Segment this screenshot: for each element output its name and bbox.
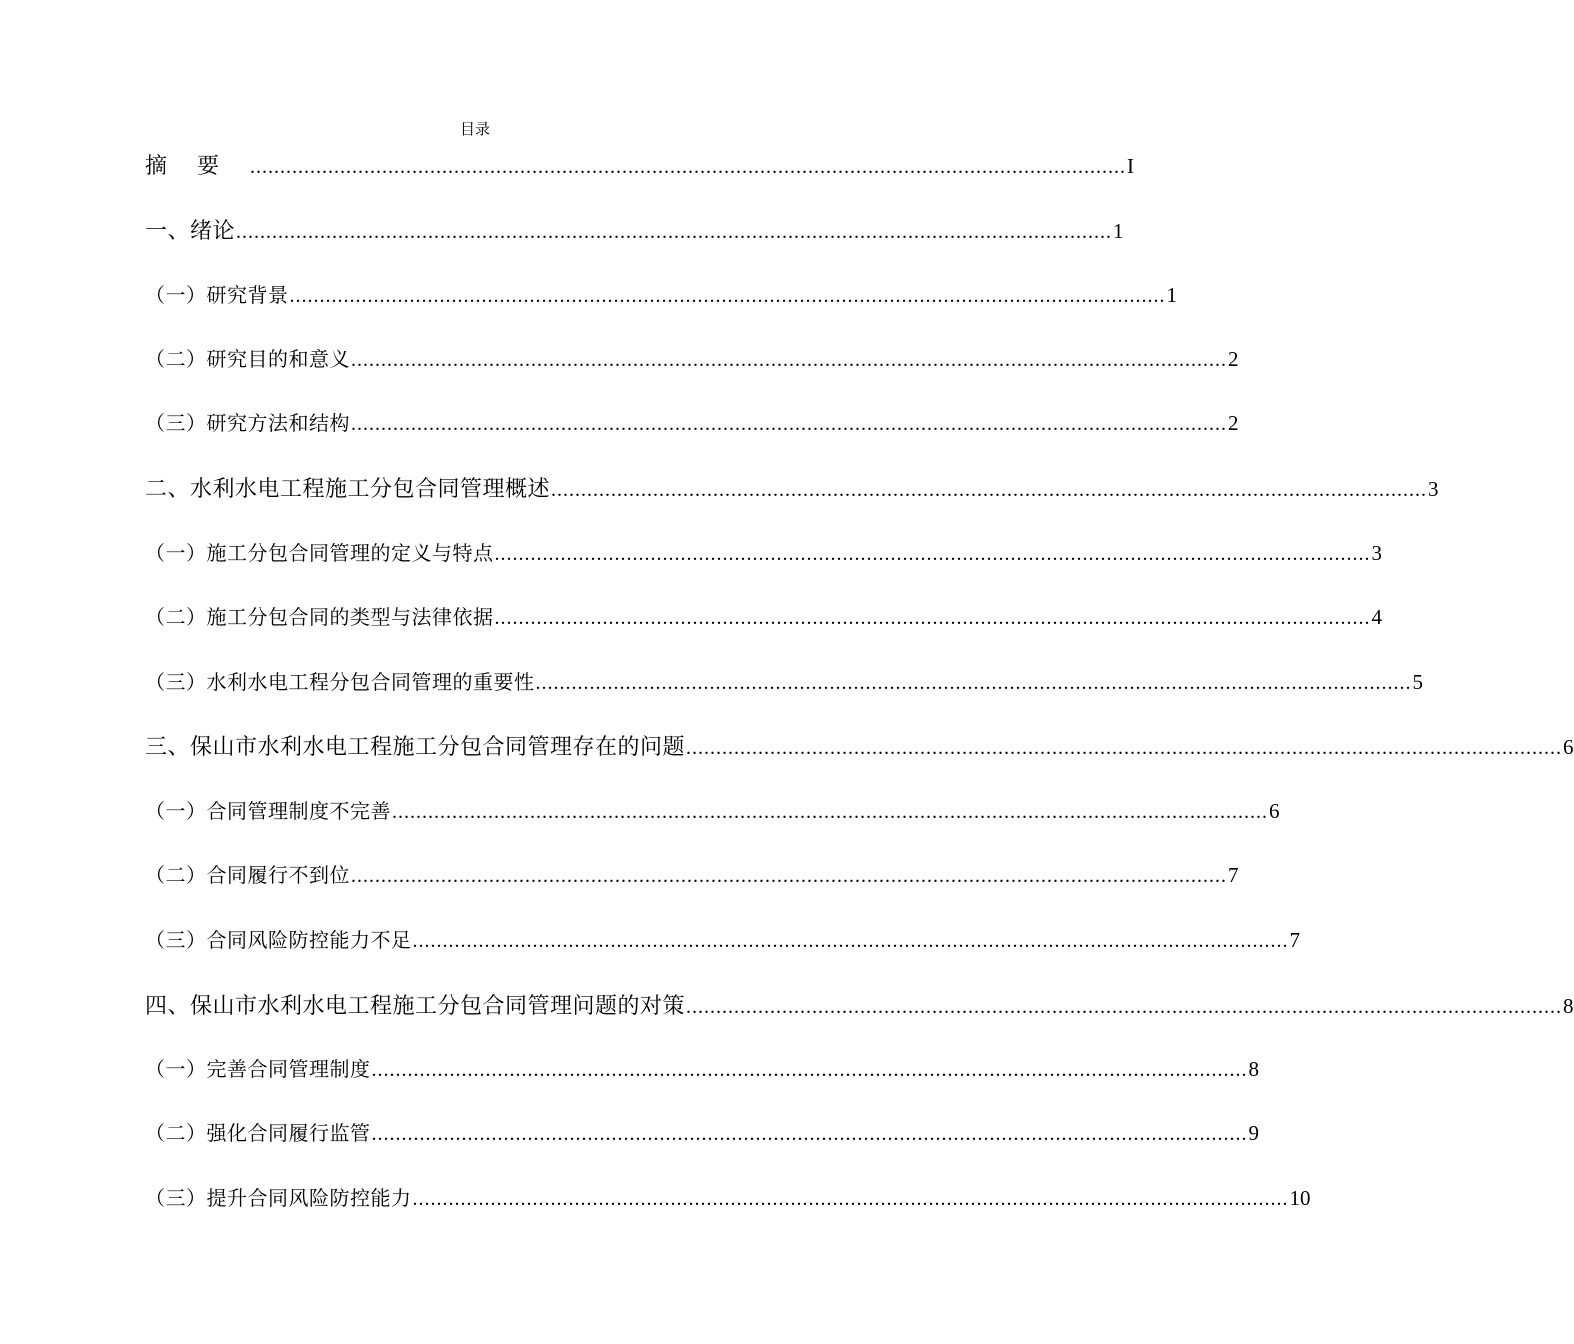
toc-entry-chapter-1[interactable]: [145, 214, 1124, 248]
toc-entry-label: （一）完善合同管理制度: [145, 1057, 371, 1081]
toc-entry-label: （三）合同风险防控能力不足: [145, 928, 412, 952]
toc-entry-label: （二）合同履行不到位: [145, 863, 350, 887]
toc-entry-4-2[interactable]: [145, 1117, 1259, 1151]
toc-page-number: 6: [1269, 799, 1280, 823]
toc-entry-label: （三）提升合同风险防控能力: [145, 1186, 412, 1210]
toc-entry-label: （二）研究目的和意义: [145, 347, 350, 371]
toc-page-number: 3: [1371, 541, 1382, 565]
toc-leader-dots: ..................................................................................................................................................: [494, 607, 1371, 629]
toc-title: 目录: [459, 120, 490, 138]
toc-page-number: 1: [1166, 283, 1177, 307]
toc-entry-label: 一、绪论: [145, 219, 236, 244]
toc-entry-label: （一）研究背景: [145, 283, 289, 307]
toc-entry-label: （三）研究方法和结构: [145, 411, 350, 435]
toc-page-number: 8: [1563, 994, 1574, 1018]
toc-leader-dots: ..................................................................................................................................................: [412, 1188, 1289, 1210]
toc-entry-label: （一）合同管理制度不完善: [145, 799, 391, 823]
toc-leader-dots: ..................................................................................................................................................: [686, 737, 1563, 759]
toc-entry-4-3[interactable]: [145, 1182, 1311, 1216]
toc-leader-dots: ..................................................................................................................................................: [412, 930, 1289, 952]
toc-entry-abstract[interactable]: [145, 149, 1135, 183]
toc-leader-dots: ..................................................................................................................................................: [351, 349, 1227, 371]
toc-entry-label: （二）强化合同履行监管: [145, 1121, 371, 1145]
toc-leader-dots: ..................................................................................................................................................: [686, 996, 1563, 1018]
toc-page-number: 5: [1412, 670, 1423, 694]
toc-leader-dots: ..................................................................................................................................................: [250, 156, 1127, 178]
toc-page-number: 8: [1248, 1057, 1259, 1081]
toc-entry-2-1[interactable]: [145, 537, 1382, 571]
toc-leader-dots: ..................................................................................................................................................: [236, 221, 1113, 243]
toc-leader-dots: ..................................................................................................................................................: [535, 672, 1412, 694]
toc-entry-4-1[interactable]: [145, 1053, 1259, 1087]
toc-entry-1-3[interactable]: [145, 407, 1239, 441]
toc-page-number: 1: [1113, 219, 1124, 243]
toc-page-number: I: [1127, 154, 1135, 178]
toc-page-number: 10: [1289, 1186, 1311, 1210]
toc-leader-dots: ..................................................................................................................................................: [392, 801, 1268, 823]
toc-page-number: 2: [1228, 411, 1239, 435]
toc-leader-dots: ..................................................................................................................................................: [371, 1123, 1248, 1145]
toc-entry-label: （二）施工分包合同的类型与法律依据: [145, 605, 494, 629]
toc-entry-label: （一）施工分包合同管理的定义与特点: [145, 541, 494, 565]
toc-entry-chapter-3[interactable]: [145, 730, 1574, 764]
toc-leader-dots: ..................................................................................................................................................: [494, 543, 1371, 565]
toc-entry-label: （三）水利水电工程分包合同管理的重要性: [145, 670, 535, 694]
toc-entry-chapter-4[interactable]: [145, 989, 1574, 1023]
toc-leader-dots: ..................................................................................................................................................: [289, 285, 1166, 307]
toc-entry-3-3[interactable]: [145, 924, 1300, 958]
toc-entry-1-2[interactable]: [145, 343, 1239, 377]
toc-page-number: 2: [1228, 347, 1239, 371]
toc-page-number: 6: [1563, 735, 1574, 759]
toc-entry-label: 四、保山市水利水电工程施工分包合同管理问题的对策: [145, 994, 686, 1019]
toc-leader-dots: ..................................................................................................................................................: [351, 865, 1227, 887]
toc-entry-chapter-2[interactable]: [145, 472, 1439, 506]
toc-leader-dots: ..................................................................................................................................................: [371, 1059, 1248, 1081]
toc-entry-2-3[interactable]: [145, 666, 1423, 700]
toc-entry-label: 三、保山市水利水电工程施工分包合同管理存在的问题: [145, 735, 686, 760]
toc-page-number: 7: [1228, 863, 1239, 887]
toc-entry-1-1[interactable]: [145, 279, 1177, 313]
toc-entry-label: 二、水利水电工程施工分包合同管理概述: [145, 477, 551, 502]
toc-entry-3-1[interactable]: [145, 795, 1280, 829]
toc-page-number: 4: [1371, 605, 1382, 629]
toc-page-number: 7: [1289, 928, 1300, 952]
toc-page-number: 3: [1428, 477, 1439, 501]
toc-leader-dots: ..................................................................................................................................................: [551, 479, 1428, 501]
toc-leader-dots: ..................................................................................................................................................: [351, 413, 1227, 435]
toc-entry-label: 摘要: [145, 154, 250, 179]
toc-entry-2-2[interactable]: [145, 601, 1382, 635]
toc-entry-3-2[interactable]: [145, 859, 1239, 893]
toc-page-number: 9: [1248, 1121, 1259, 1145]
